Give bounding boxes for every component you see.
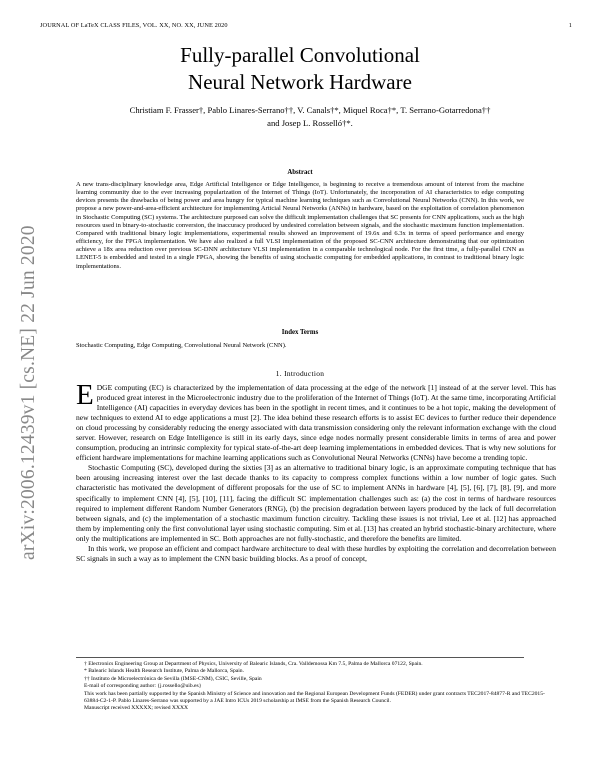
footnote: * Balearic Islands Health Research Institute, Palma de Mallorca, Spain. — [84, 668, 244, 675]
arxiv-stamp: arXiv:2006.12439v1 [cs.NE] 22 Jun 2020 — [18, 225, 39, 560]
footnotes — [76, 661, 546, 713]
index-terms-text: Stochastic Computing, Edge Computing, Convolutional Neural Network (CNN). — [76, 342, 287, 349]
paragraph — [76, 379, 556, 463]
paragraph-text: DGE computing (EC) is characterized by the implementation of data processing at the edge of the network [1] instead of at the server level. This has produced great interest in the Microelectronic industry due to the proliferation of the Internet of Things (IoT). At the same time, incorporating Artificial Intelligence (AI) capacities in everyday devices has been in the spotlight in recent times, and it continues to be a hot topic, making the development of new techniques to extend AI to edge applications a must [2]. The idea behind these research efforts is to assist EC devices to further reduce their dependence on cloud processing by considerably reducing the energy associated with data transmission considering only the relevant information exchange with the cloud server. However, research on Edge Intelligence is still in its early days, since edge nodes normally present considerable limits in terms of area and power consumption, producing an intrinsic complexity for typical state-of-the-art deep learning implementations in embedded devices. That is why new solutions for efficient hardware implementations for machine learning applications such as Convolutional Neural Networks (CNNs) have become a trending topic. — [76, 383, 556, 463]
footnote: Manuscript received XXXXX; revised XXXX — [84, 705, 189, 712]
page-number: 1 — [568, 22, 572, 29]
author-line-1: Christiam F. Frasser†, Pablo Linares-Serrano††, V. Canals†*, Miquel Roca†*, T. Serrano-Gotarredona†† — [129, 105, 491, 115]
paragraph: Stochastic Computing (SC), developed during the sixties [3] as an alternative to traditional binary logic, is an approximate computing technique that has been arousing increasing interest over the last decade thanks to its capacity to compress complex functions within a low number of logic gates. Such characteristic has motivated the development of different proposals for the use of SC to implement ANNs in hardware [4], [5], [6], [7], [8], [9], and more specifically to implement CNN [4], [5], [10], [11], facing the difficult SC implementation challenges such as: (a) the cost in terms of hardware resources required to implement different Random Number Generators (RNG), (b) the precision degradation between layers produced by the lack of full decorrelation between signals, and (c) the implementation of a stochastic maximum function circuitry. Tackling these issues is not trivial, Lee et al. [12] has approached them by implementing only the first convolutional layer using stochastic computing. Sim et al. [13] has created an hybrid stochastic-binary architecture, where only the multiplications are implemented in SC. Both approaches are not fully-stochastic, and therefore the benefits are limited. — [76, 463, 556, 543]
title-line-2: Neural Network Hardware — [188, 70, 412, 94]
abstract-heading: Abstract — [287, 169, 313, 176]
author-line-2: and Josep L. Rosselló†*. — [267, 118, 353, 128]
title-line-1: Fully-parallel Convolutional — [180, 43, 420, 67]
footnote: E-mail of corresponding author: {j.rossello@uib.es} — [84, 683, 202, 690]
paper-title — [0, 42, 600, 96]
body-text — [76, 379, 556, 564]
footnote: This work has been partially supported by the Spanish Ministry of Science and innovation and the Regional European Development Funds (FEDER) under grant contracts TEC2017-84877-R and TEC2015-63884-C2-1-P. Pablo Linares-Serrano was supported by a JAE Intro ICUs 2019 scholarship at IMSE from the Spanish Research Council. — [84, 690, 545, 705]
running-header: JOURNAL OF LaTeX CLASS FILES, VOL. XX, NO. XX, JUNE 2020 — [40, 22, 228, 29]
section-heading: 1. Introduction — [275, 369, 325, 378]
footnote: † Electronics Engineering Group at Department of Physics, University of Balearic Islands, Cra. Valldemossa Km 7.5, Palma de Mallorca 07122, Spain. — [84, 661, 423, 667]
footnote: †† Instituto de Microelectrónica de Sevilla (IMSE-CNM), CSIC, Seville, Spain — [84, 675, 262, 682]
abstract-text: A new trans-disciplinary knowledge area, Edge Artificial Intelligence or Edge Intelligence, is beginning to receive a tremendous amount of interest from the machine learning community due to the ever increasing popularization of the Internet of Things (IoT). Unfortunately, the incorporation of AI characteristics to edge computing devices presents the drawbacks of being power and area hungry for typical machine learning techniques such as Convolutional Neural Networks (CNN). In this work, we propose a new power-and-area-efficient architecture for implementing Articial Neural Networks (ANNs) in hardware, based on the exploitation of correlation phenomenon in Stochastic Computing (SC) systems. The architecture purposed can solve the difficult implementation challenges that SC presents for CNN applications, such as the high resources used in binary-to-stochastic conversion, the inaccuracy produced by undesired correlation between signals, and the stochastic maximum function implementation. Compared with traditional binary logic implementations, experimental results showed an improvement of 19.6x and 6.3x in terms of speed performance and energy efficiency, for the FPGA implementation. We have also realized a full VLSI implementation of the proposed SC-CNN architecture demonstrating that our optimization achieve a 18x area reduction over previous SC-DNN architecture VLSI implementation in a comparable technological node. For the first time, a fully-parallel CNN as LENET-5 is embedded and tested in a single FPGA, showing the benefits of using stochastic computing for embedded applications, in contrast to traditional binary logic implementations. — [76, 181, 524, 270]
footnote-rule — [76, 657, 524, 658]
paragraph: In this work, we propose an efficient and compact hardware architecture to deal with these hurdles by exploiting the correlation and decorrelation between SC signals in such a way as to implement the CNN basic building blocks. As a proof of concept, — [76, 543, 556, 563]
author-list — [60, 104, 560, 130]
index-terms-heading: Index Terms — [281, 329, 319, 336]
drop-cap: E — [76, 379, 94, 411]
